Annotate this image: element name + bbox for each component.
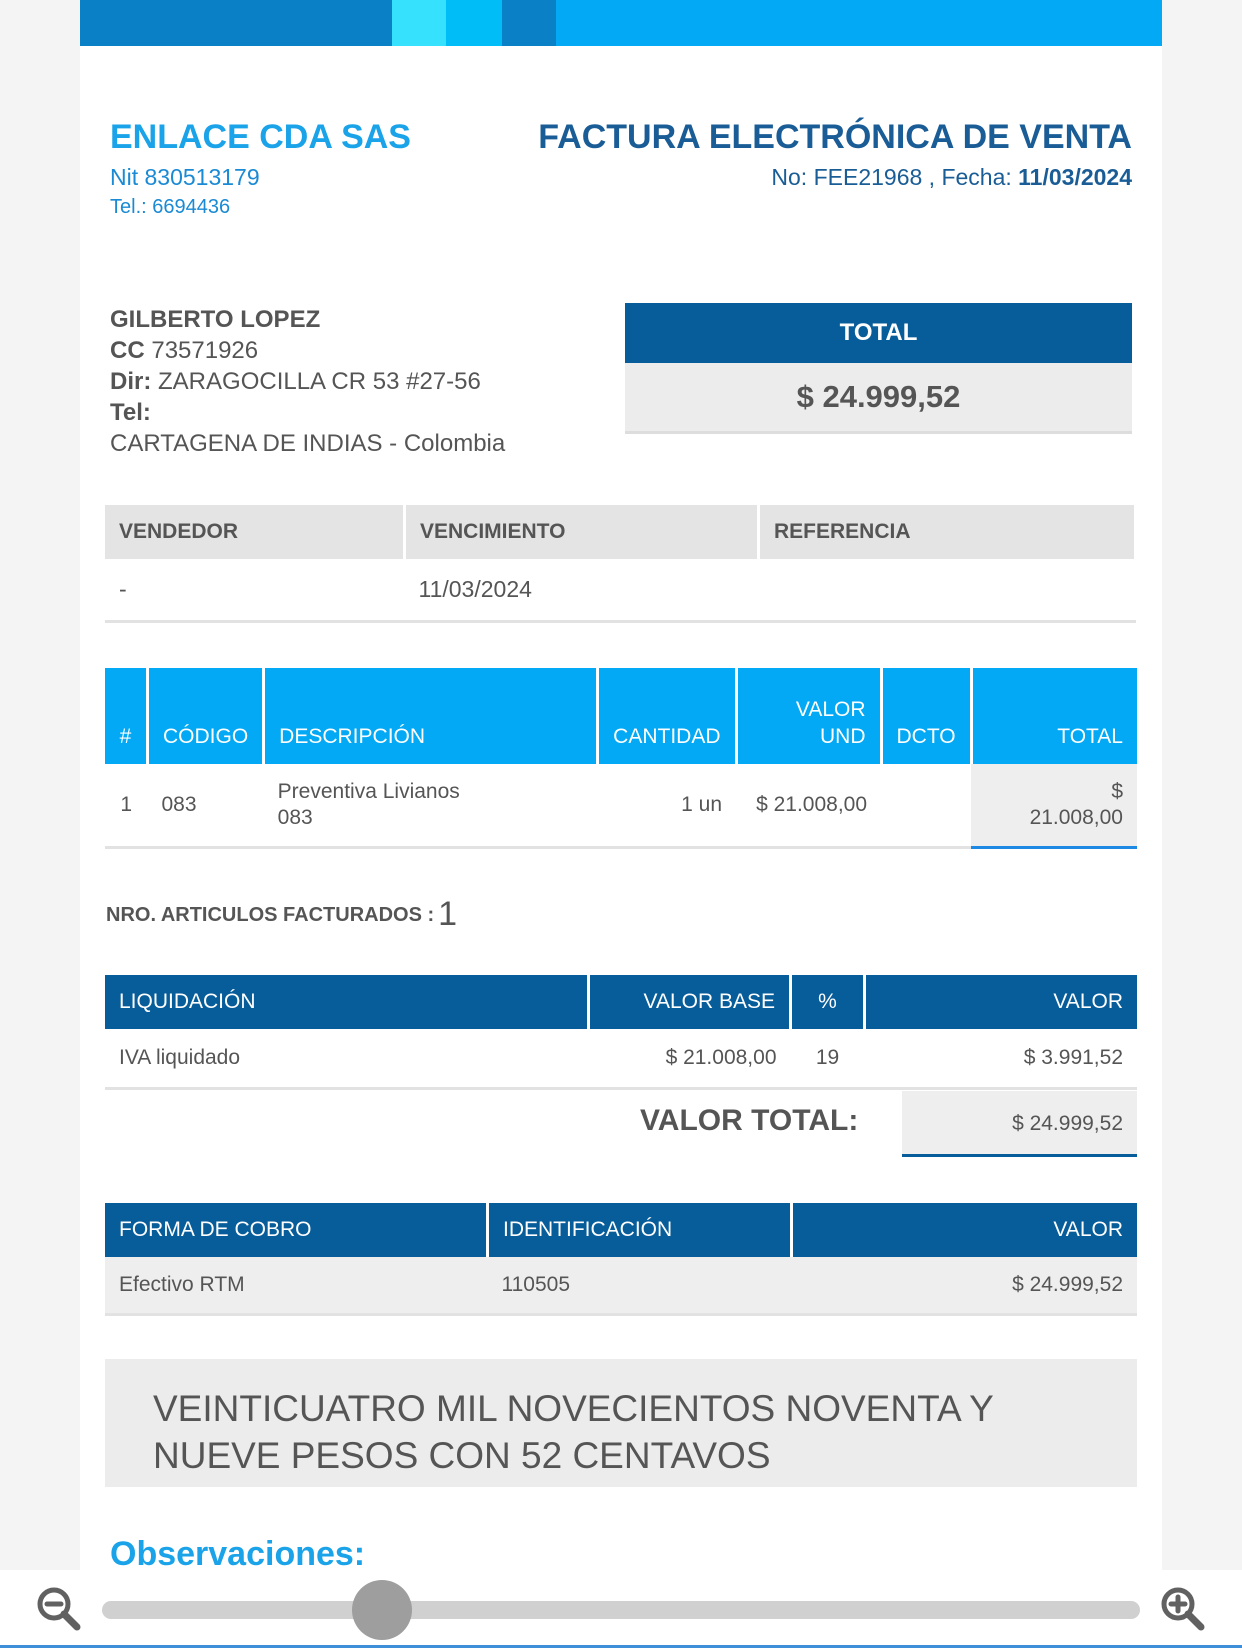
header-codigo: CÓDIGO <box>148 668 264 764</box>
invoice-number-date <box>771 164 1132 191</box>
item-total-currency: $ <box>1111 780 1123 803</box>
articles-count-label: NRO. ARTICULOS FACTURADOS : <box>106 904 435 926</box>
color-block <box>446 0 502 46</box>
client-name: GILBERTO LOPEZ <box>110 306 321 333</box>
amount-words-line1: VEINTICUATRO MIL NOVECIENTOS NOVENTA Y <box>153 1388 994 1429</box>
header-valor-base: VALOR BASE <box>589 975 791 1029</box>
payment-id: 110505 <box>488 1257 792 1315</box>
payment-table <box>105 1203 1137 1316</box>
header-forma-cobro: FORMA DE COBRO <box>105 1203 488 1257</box>
payment-value: $ 24.999,52 <box>792 1257 1138 1315</box>
vencimiento-value: 11/03/2024 <box>405 559 759 622</box>
header-cantidad: CANTIDAD <box>598 668 736 764</box>
payment-method: Efectivo RTM <box>105 1257 488 1315</box>
color-block <box>392 0 446 46</box>
header-und: UND <box>820 725 866 748</box>
invoice-number: No: FEE21968 , Fecha: <box>771 164 1019 190</box>
liquidation-concept: IVA liquidado <box>105 1029 589 1089</box>
liquidation-percent: 19 <box>791 1029 865 1089</box>
header-total: TOTAL <box>971 668 1137 764</box>
zoom-bar <box>0 1570 1242 1648</box>
header-dcto: DCTO <box>881 668 971 764</box>
info-table <box>105 505 1137 623</box>
item-qty: 1 un <box>598 764 736 848</box>
table-row <box>105 764 1137 848</box>
color-block <box>502 0 556 46</box>
liquidation-table <box>105 975 1137 1090</box>
header-identificacion: IDENTIFICACIÓN <box>488 1203 792 1257</box>
referencia-value <box>759 559 1136 622</box>
header-liquidacion: LIQUIDACIÓN <box>105 975 589 1029</box>
total-box-value: $ 24.999,52 <box>625 363 1132 434</box>
liquidation-value: $ 3.991,52 <box>865 1029 1138 1089</box>
item-total <box>971 764 1137 848</box>
company-name: ENLACE CDA SAS <box>110 118 411 156</box>
item-description-line2: 083 <box>277 806 313 829</box>
header-valor: VALOR <box>795 698 866 721</box>
item-description <box>264 764 598 848</box>
item-description-line1: Preventiva Livianos <box>277 780 460 803</box>
total-box-label: TOTAL <box>625 303 1132 363</box>
item-discount <box>881 764 971 848</box>
zoom-slider-track[interactable] <box>102 1601 1140 1619</box>
header-num: # <box>105 668 148 764</box>
articles-count <box>106 895 457 934</box>
client-block <box>110 304 505 459</box>
total-box <box>625 303 1132 434</box>
item-total-amount: 21.008,00 <box>1029 806 1123 829</box>
vendedor-value: - <box>105 559 405 622</box>
client-id-label: CC <box>110 337 145 364</box>
invoice-page <box>80 0 1162 1570</box>
zoom-out-icon[interactable] <box>36 1586 82 1632</box>
observations-title: Observaciones: <box>110 1535 366 1570</box>
company-tel: Tel.: 6694436 <box>110 196 231 218</box>
invoice-date: 11/03/2024 <box>1018 164 1132 190</box>
header-color-bar <box>80 0 1162 46</box>
table-row <box>105 1029 1137 1089</box>
item-num: 1 <box>105 764 148 848</box>
header-referencia: REFERENCIA <box>759 505 1136 559</box>
table-row <box>105 1257 1137 1315</box>
client-tel-label: Tel: <box>110 399 151 426</box>
header-valor-und <box>736 668 881 764</box>
valor-total-label: VALOR TOTAL: <box>640 1104 859 1137</box>
item-unit-value: $ 21.008,00 <box>736 764 881 848</box>
amount-in-words <box>105 1359 1137 1487</box>
client-address: ZARAGOCILLA CR 53 #27-56 <box>158 368 481 395</box>
invoice-title: FACTURA ELECTRÓNICA DE VENTA <box>538 118 1132 156</box>
liquidation-base: $ 21.008,00 <box>589 1029 791 1089</box>
zoom-in-icon[interactable] <box>1160 1586 1206 1632</box>
client-id: 73571926 <box>151 337 259 364</box>
company-nit: Nit 830513179 <box>110 164 260 190</box>
header-percent: % <box>791 975 865 1029</box>
valor-total-value: $ 24.999,52 <box>902 1091 1137 1157</box>
header-valor: VALOR <box>792 1203 1138 1257</box>
color-block <box>80 0 392 46</box>
header-valor: VALOR <box>865 975 1138 1029</box>
zoom-slider-thumb[interactable] <box>352 1580 412 1640</box>
item-code: 083 <box>148 764 264 848</box>
client-dir-label: Dir: <box>110 368 152 395</box>
color-block <box>556 0 1162 46</box>
items-table <box>105 668 1137 849</box>
amount-words-line2: NUEVE PESOS CON 52 CENTAVOS <box>153 1435 771 1476</box>
articles-count-value: 1 <box>438 895 458 933</box>
header-vencimiento: VENCIMIENTO <box>405 505 759 559</box>
header-vendedor: VENDEDOR <box>105 505 405 559</box>
header-descripcion: DESCRIPCIÓN <box>264 668 598 764</box>
client-city: CARTAGENA DE INDIAS - Colombia <box>110 430 506 457</box>
